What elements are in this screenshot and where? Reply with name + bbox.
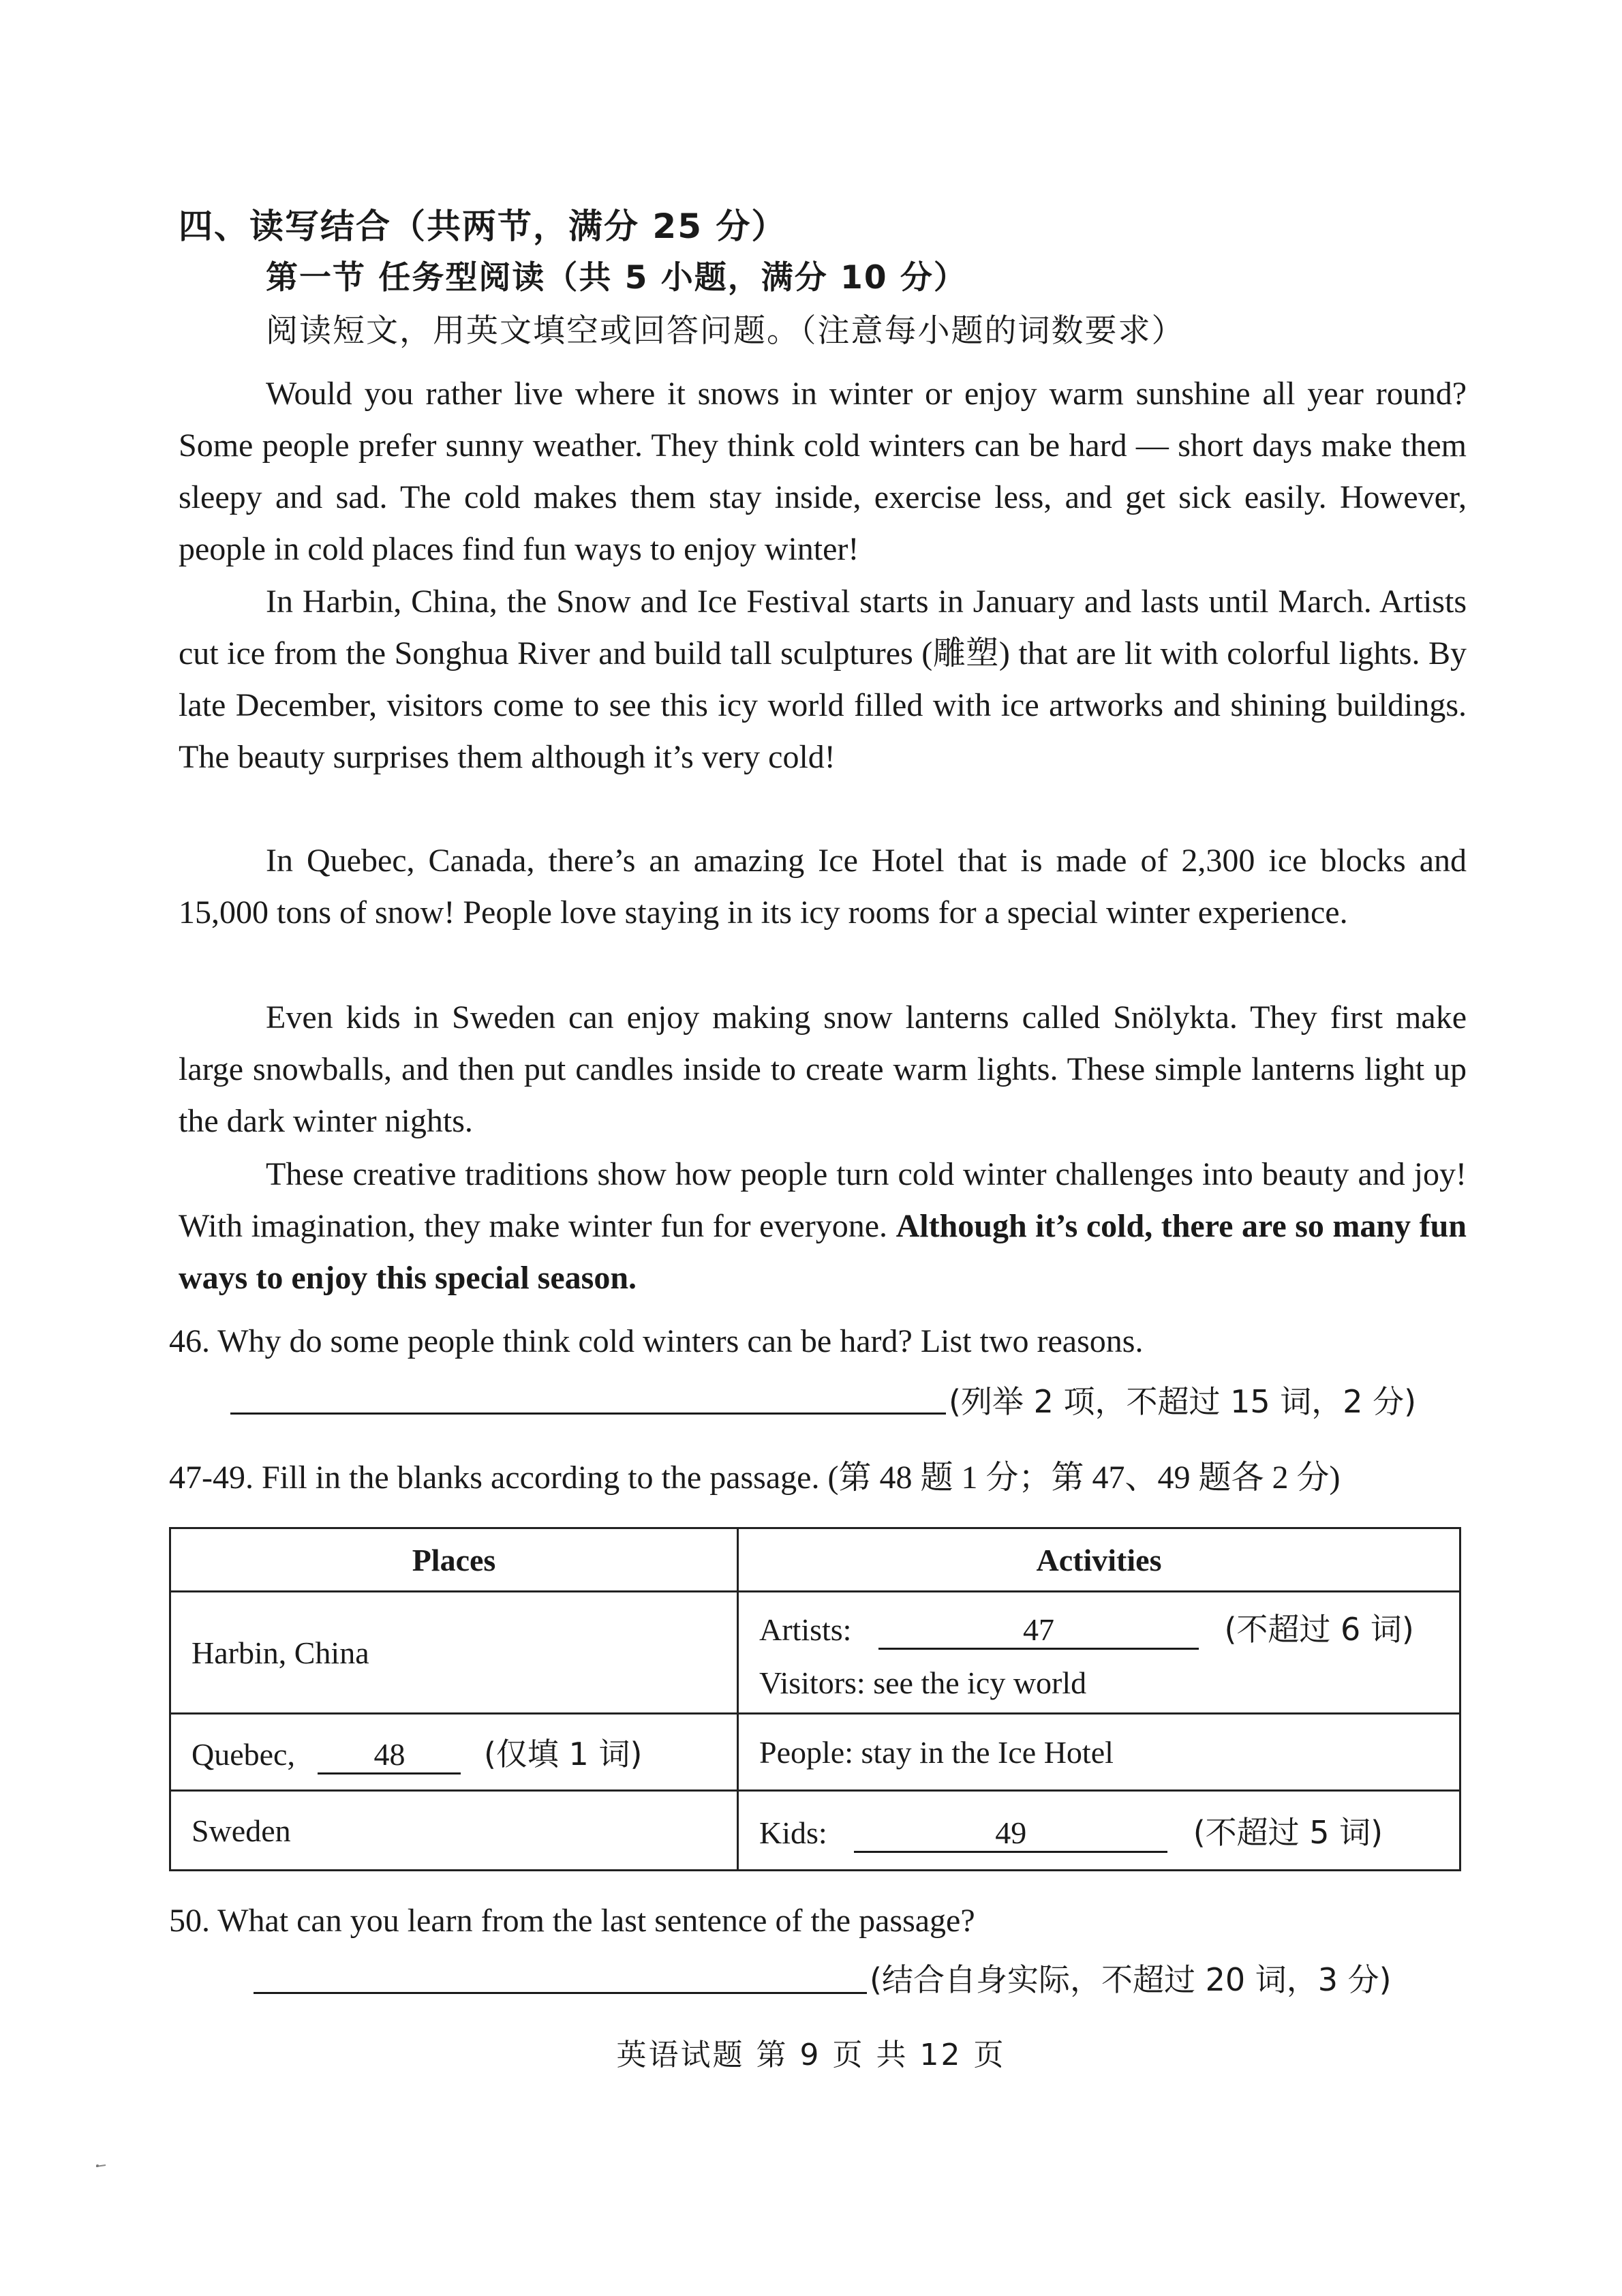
table-row — [170, 1791, 1460, 1871]
blank-49[interactable]: 49 — [854, 1815, 1167, 1853]
blank-48[interactable]: 48 — [318, 1737, 461, 1774]
blank-48-note: (仅填 1 词) — [483, 1736, 643, 1772]
answer-line-50[interactable] — [254, 1992, 867, 1994]
quebec-label: Quebec, — [192, 1737, 295, 1772]
activity-sweden — [738, 1791, 1460, 1871]
paragraph-text: In Quebec, Canada, there’s an amazing Ice Hotel that is made of 2,300 ice blocks and 15,000 tons of snow! People love staying in its icy rooms for a special winter experience. — [179, 843, 1467, 931]
paragraph-text: Even kids in Sweden can enjoy making snow lanterns called Snölykta. They first make large snowballs, and then put candles inside to create warm lights. These simple lanterns light up the dark winter nights. — [179, 999, 1467, 1139]
answer-line-46[interactable] — [230, 1413, 946, 1415]
passage-paragraph-3 — [179, 835, 1467, 939]
table-header-row — [170, 1528, 1460, 1592]
section-title: 四、读写结合（共两节，满分 25 分） — [179, 207, 787, 246]
activity-harbin — [738, 1592, 1460, 1714]
blank-49-note: (不超过 5 词) — [1193, 1814, 1383, 1851]
passage-paragraph-2 — [179, 576, 1467, 783]
kids-label: Kids: — [759, 1815, 827, 1850]
passage-paragraph-5 — [179, 1149, 1467, 1304]
paragraph-text: In Harbin, China, the Snow and Ice Festival starts in January and lasts until March. Artists cut ice from the Songhua River and build tall sculptures (雕塑) that are lit with colorful lights. By late December, visitors come to see this icy world filled with ice artworks and shining buildings. The beauty surprises them although it’s very cold! — [179, 584, 1467, 775]
question-50: 50. What can you learn from the last sentence of the passage? — [169, 1903, 975, 1939]
page-footer: 英语试题 第 9 页 共 12 页 — [616, 2038, 1006, 2072]
question-46: 46. Why do some people think cold winters can be hard? List two reasons. — [169, 1323, 1144, 1359]
question-46-note: (列举 2 项，不超过 15 词，2 分) — [949, 1383, 1417, 1420]
subsection-title: 第一节 任务型阅读（共 5 小题，满分 10 分） — [266, 259, 967, 297]
paragraph-text: Would you rather live where it snows in winter or enjoy warm sunshine all year round? Some people prefer sunny weather. They think cold winters can be hard — short days make them sleepy and sad. The cold makes them stay inside, exercise less, and get sick easily. However, people in cold places find fun ways to enjoy winter! — [179, 376, 1467, 567]
place-harbin: Harbin, China — [170, 1592, 738, 1714]
header-places: Places — [170, 1528, 738, 1592]
question-50-note: (结合自身实际，不超过 20 词，3 分) — [870, 1961, 1392, 1998]
table-row — [170, 1714, 1460, 1791]
blank-47-note: (不超过 6 词) — [1224, 1610, 1414, 1648]
passage-paragraph-1 — [179, 368, 1467, 575]
passage-paragraph-4 — [179, 992, 1467, 1147]
header-activities: Activities — [738, 1528, 1460, 1592]
task-table — [169, 1527, 1461, 1871]
place-quebec — [170, 1714, 738, 1791]
table-row — [170, 1592, 1460, 1714]
blank-47[interactable]: 47 — [878, 1612, 1199, 1650]
place-sweden: Sweden — [170, 1791, 738, 1871]
question-47-49: 47-49. Fill in the blanks according to the passage. (第 48 题 1 分；第 47、49 题各 2 分) — [169, 1460, 1341, 1496]
paragraph-text: These creative traditions show how people turn cold winter challenges into beauty and joy! With imagination, they make winter fun for everyone. — [179, 1156, 1467, 1244]
visitors-activity: Visitors: see the icy world — [759, 1665, 1087, 1700]
artists-label: Artists: — [759, 1612, 852, 1647]
scan-mark-icon — [95, 2161, 106, 2168]
instructions: 阅读短文，用英文填空或回答问题。（注意每小题的词数要求） — [266, 312, 1185, 350]
activity-quebec: People: stay in the Ice Hotel — [738, 1714, 1460, 1791]
bold-final-sentence: Although it’s cold, there are so many fun ways to enjoy this special season. — [179, 1208, 1467, 1296]
